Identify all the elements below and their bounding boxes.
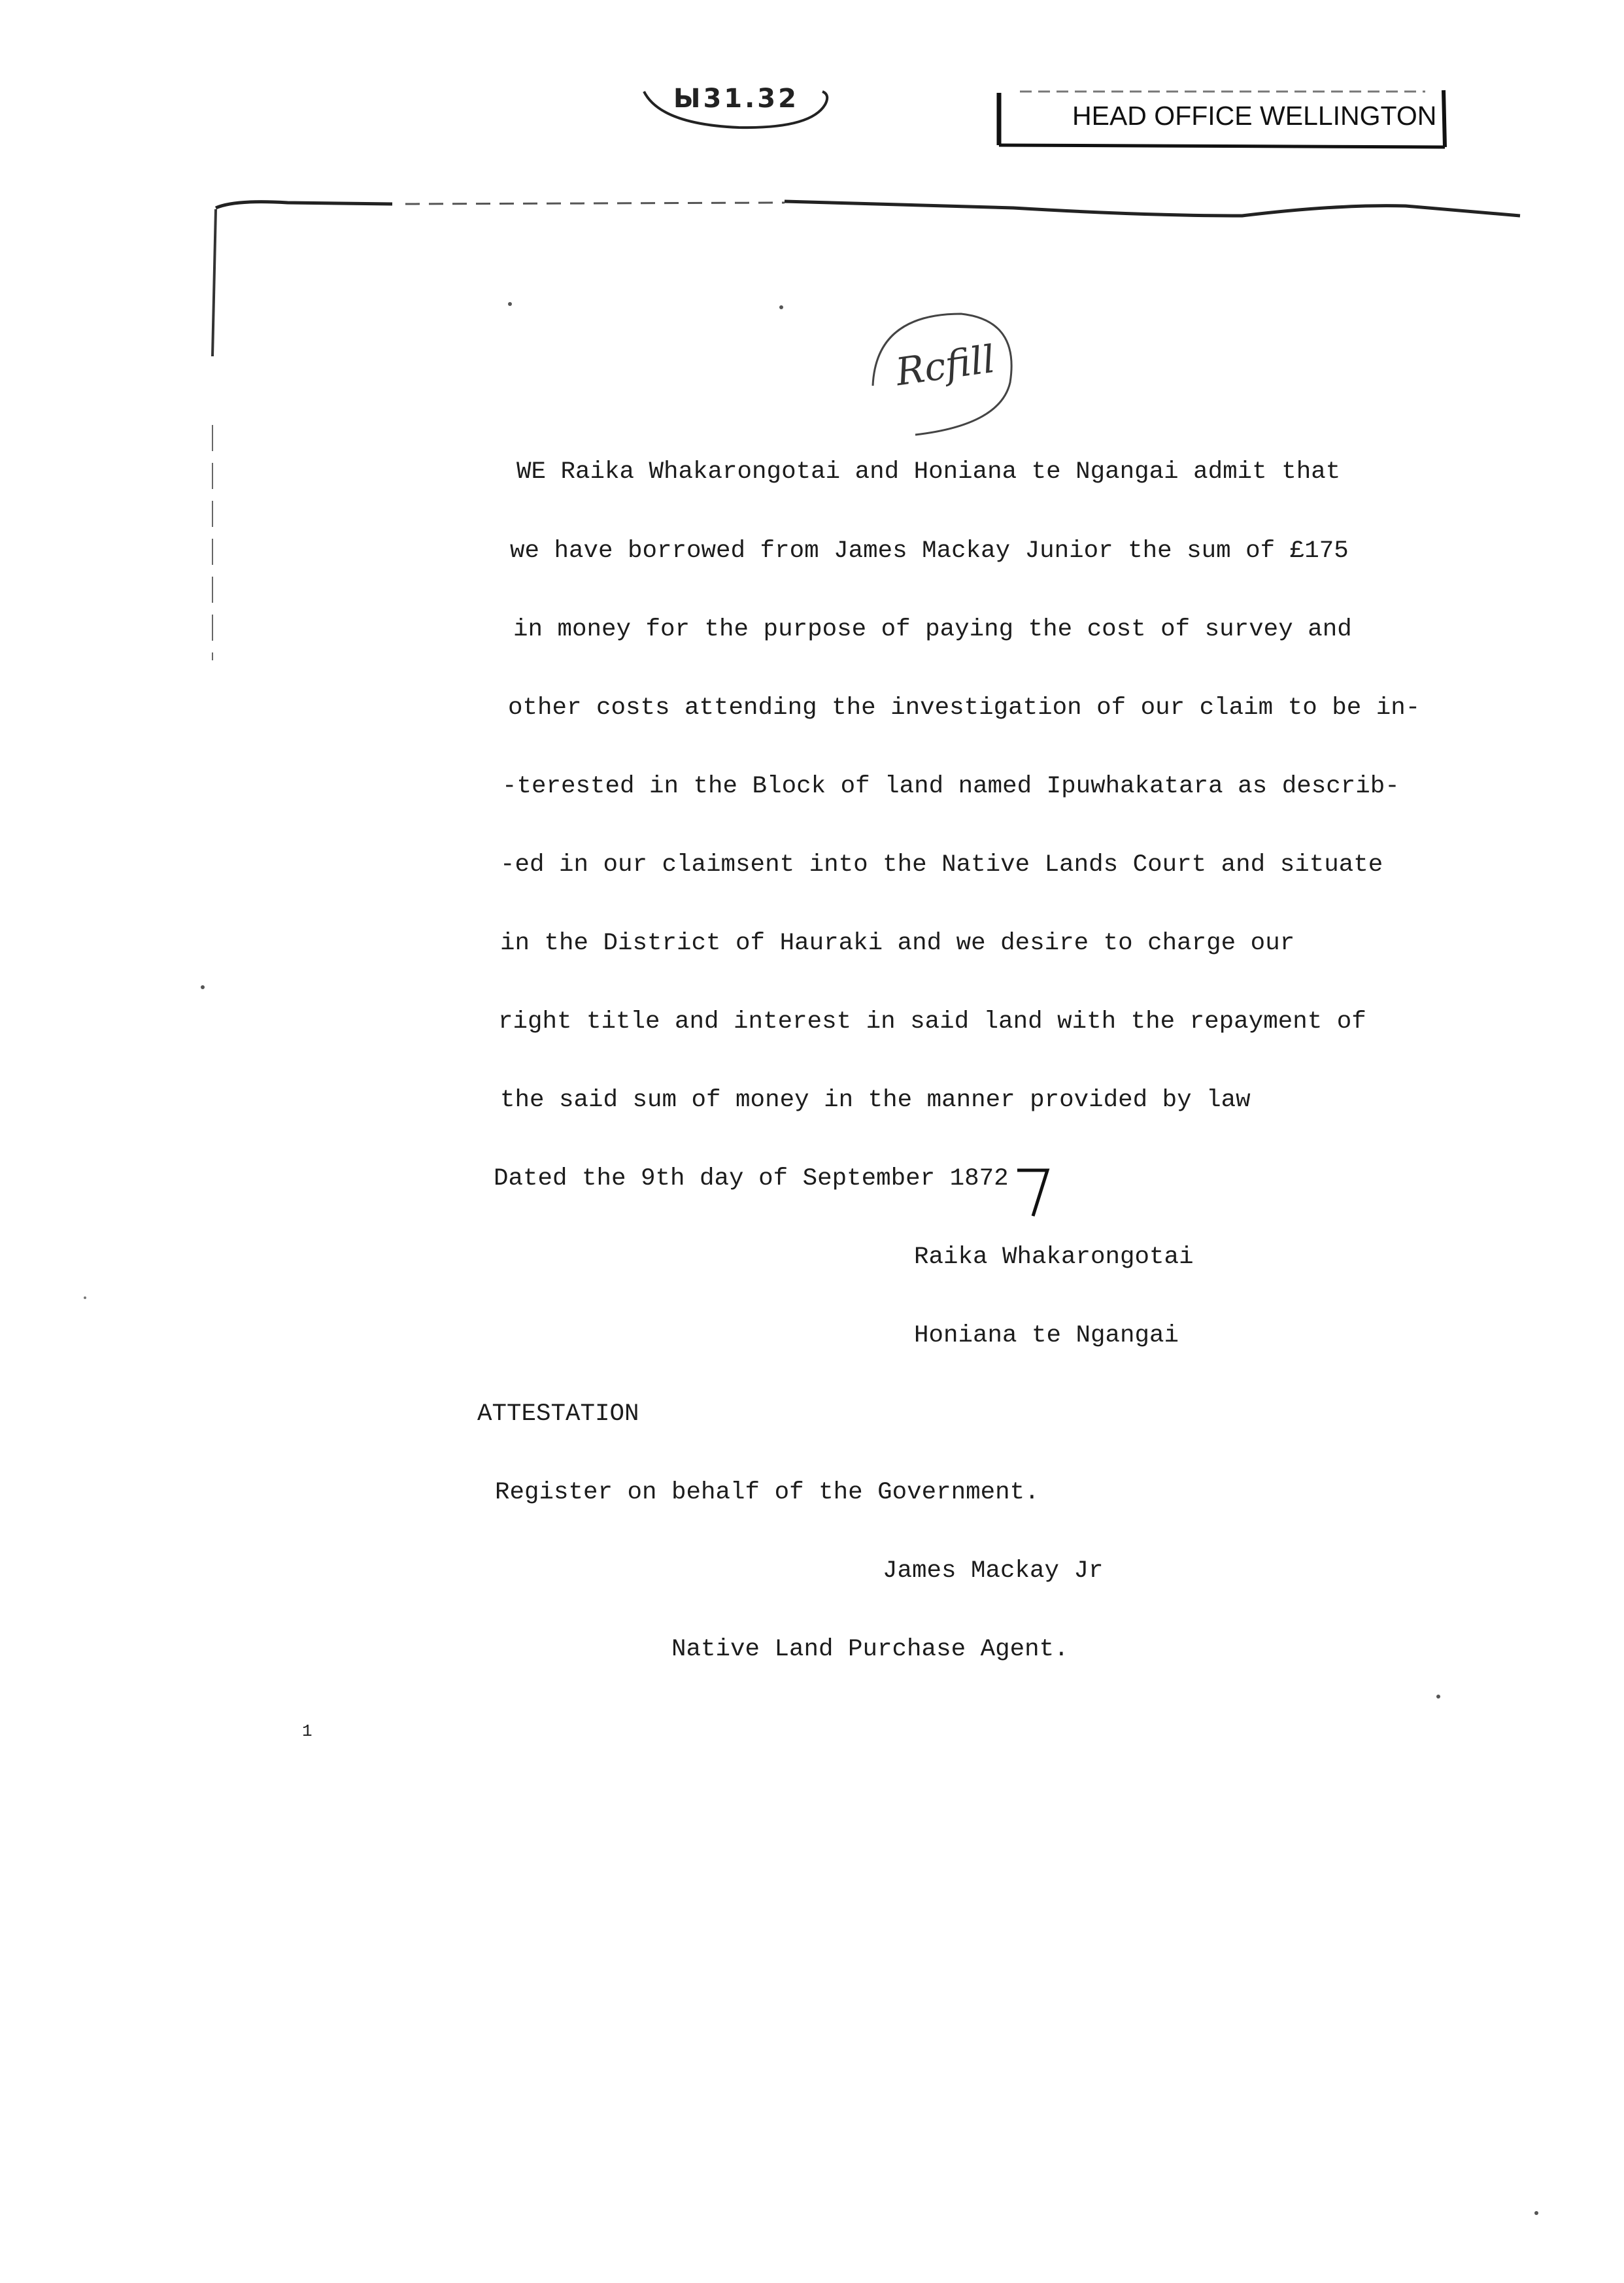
attestation-heading: ATTESTATION — [477, 1400, 639, 1428]
attestation-title: Native Land Purchase Agent. — [671, 1636, 1069, 1663]
top-rule-dashed — [405, 203, 785, 204]
body-line-9: the said sum of money in the manner provided by law — [500, 1087, 1251, 1114]
reference-number: Ы31.32 — [673, 84, 799, 114]
stamp-right-edge — [1444, 90, 1445, 147]
signatory-1: Raika Whakarongotai — [914, 1243, 1194, 1271]
body-line-4: other costs attending the investigation of our claim to be in- — [508, 694, 1421, 722]
handwritten-initials: Rcfill — [893, 336, 998, 395]
body-line-1: WE Raika Whakarongotai and Honiana te Ngangai admit that — [516, 458, 1341, 486]
signatory-2: Honiana te Ngangai — [914, 1322, 1179, 1349]
margin-line-top — [212, 209, 216, 356]
body-line-8: right title and interest in said land with the repayment of — [498, 1008, 1366, 1036]
date-correction-mark — [1017, 1170, 1047, 1216]
attestation-name: James Mackay Jr — [883, 1557, 1104, 1585]
body-line-3: in money for the purpose of paying the cost of survey and — [513, 616, 1352, 643]
body-line-6: -ed in our claimsent into the Native Lands Court and situate — [500, 851, 1383, 879]
attestation-statement: Register on behalf of the Government. — [495, 1479, 1040, 1506]
body-line-5: -terested in the Block of land named Ipuwhakatara as describ- — [502, 773, 1400, 800]
stamp-bottom-edge — [999, 145, 1445, 147]
head-office-stamp: HEAD OFFICE WELLINGTON — [1072, 101, 1437, 131]
top-rule-right — [785, 201, 1520, 216]
dated-line: Dated the 9th day of September 1872 — [494, 1165, 1009, 1192]
top-rule-left — [216, 202, 392, 208]
body-line-2: we have borrowed from James Mackay Junior the sum of £175 — [510, 537, 1349, 565]
page-mark: 1 — [302, 1721, 313, 1741]
body-line-7: in the District of Hauraki and we desire to charge our — [500, 930, 1295, 957]
